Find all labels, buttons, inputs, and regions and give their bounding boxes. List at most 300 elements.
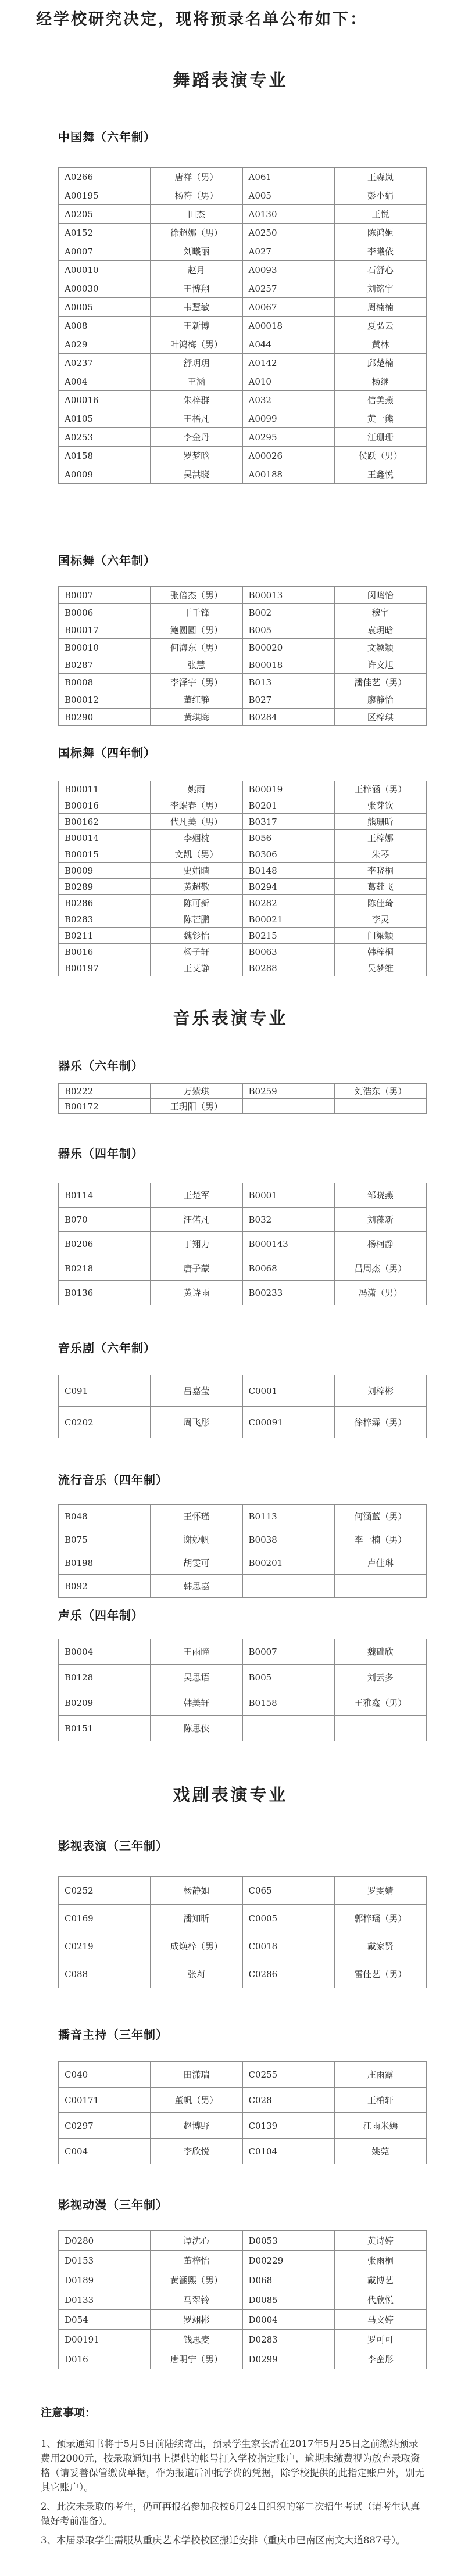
student-id-cell: C0018 <box>242 1932 334 1960</box>
group-title: 影视表演（三年制） <box>58 1839 168 1853</box>
table-row <box>59 279 427 298</box>
student-id-cell: B00021 <box>242 911 334 928</box>
student-name-cell: 黄诗婷 <box>334 2231 426 2251</box>
group-title: 国标舞（六年制） <box>58 554 156 567</box>
table-row <box>59 1639 427 1665</box>
student-id-cell: A00010 <box>59 261 151 279</box>
table-row <box>59 1877 427 1905</box>
student-id-cell: B075 <box>59 1528 151 1551</box>
student-name-cell: 韩思嘉 <box>151 1575 242 1598</box>
student-name-cell: 周楠楠 <box>334 298 426 317</box>
table-row <box>59 1183 427 1208</box>
student-id-cell: C004 <box>59 2139 151 2164</box>
student-name-cell: 李蜗春（男） <box>151 797 242 814</box>
program-group-musical-6yr <box>0 1339 461 1438</box>
student-name-cell: 吴思语 <box>151 1665 242 1690</box>
table-row <box>59 261 427 279</box>
student-id-cell: A008 <box>59 317 151 335</box>
roster-table <box>58 1083 427 1114</box>
student-id-cell: C0252 <box>59 1877 151 1905</box>
student-id-cell: D068 <box>242 2270 334 2290</box>
student-id-cell <box>242 1099 334 1114</box>
student-name-cell <box>334 1099 426 1114</box>
student-id-cell: C0255 <box>242 2062 334 2088</box>
table-row <box>59 944 427 960</box>
student-id-cell: B0215 <box>242 928 334 944</box>
student-name-cell: 王森岚 <box>334 168 426 186</box>
note-item: 1、预录通知书将于5月5日前陆续寄出，预录学生家长需在2017年5月25日之前缴纳预录费用2000元，按录取通知书上提供的帐号打入学校指定账户，逾期未缴费视为放弃录取资格（请妥善保管缴费单据，作为报道后冲抵学费的凭据，除学校提供的此指定账户外，别无其它账户）。 <box>41 2438 424 2493</box>
student-name-cell: 赵月 <box>151 261 242 279</box>
group-title: 器乐（四年制） <box>58 1147 144 1161</box>
student-name-cell: 汪偌凡 <box>151 1208 242 1232</box>
student-id-cell: D054 <box>59 2310 151 2330</box>
student-id-cell: A00018 <box>242 317 334 335</box>
student-id-cell: B0016 <box>59 944 151 960</box>
student-name-cell: 李欣悦 <box>151 2139 242 2164</box>
table-row <box>59 1208 427 1232</box>
student-name-cell: 钱思麦 <box>151 2330 242 2349</box>
student-name-cell: 王玥阳（男） <box>151 1099 242 1114</box>
table-row <box>59 674 427 691</box>
table-row <box>59 587 427 604</box>
table-row <box>59 205 427 224</box>
table-row <box>59 317 427 335</box>
student-id-cell: A0295 <box>242 428 334 447</box>
student-name-cell <box>334 1716 426 1741</box>
student-id-cell: B0222 <box>59 1084 151 1099</box>
student-id-cell: B00011 <box>59 781 151 797</box>
table-row <box>59 1256 427 1281</box>
table-row <box>59 781 427 797</box>
student-id-cell: B0113 <box>242 1505 334 1528</box>
notes-section <box>0 2404 461 2548</box>
table-row <box>59 1960 427 1988</box>
table-row <box>59 428 427 447</box>
student-name-cell: 王梓涵（男） <box>334 781 426 797</box>
student-id-cell: D0299 <box>242 2349 334 2369</box>
student-id-cell: C065 <box>242 1877 334 1905</box>
student-name-cell: 黄一熊 <box>334 409 426 428</box>
student-id-cell: B0148 <box>242 863 334 879</box>
student-name-cell: 黄诗雨 <box>151 1281 242 1305</box>
table-row <box>59 2251 427 2270</box>
student-id-cell: C0219 <box>59 1932 151 1960</box>
student-name-cell: 代欣悦 <box>334 2290 426 2310</box>
student-name-cell: 文凯（男） <box>151 846 242 863</box>
group-title: 音乐剧（六年制） <box>58 1341 156 1355</box>
student-id-cell: D0085 <box>242 2290 334 2310</box>
student-name-cell: 许文旭 <box>334 656 426 674</box>
note-item: 2、此次未录取的考生，仍可再报名参加我校6月24日组织的第二次招生考试（请考生认真做好考前准备）。 <box>41 2501 420 2527</box>
student-name-cell: 赵博野 <box>151 2113 242 2139</box>
student-id-cell: B0201 <box>242 797 334 814</box>
table-row <box>59 2330 427 2349</box>
student-name-cell: 刘梓彬 <box>334 1375 426 1407</box>
student-id-cell: A0257 <box>242 279 334 298</box>
student-id-cell: B00020 <box>242 639 334 656</box>
table-row <box>59 465 427 484</box>
student-id-cell: B0286 <box>59 895 151 911</box>
notes-list <box>41 2437 426 2548</box>
student-name-cell: 唐子蒙 <box>151 1256 242 1281</box>
student-id-cell: B0009 <box>59 863 151 879</box>
student-name-cell: 黄涵熙（男） <box>151 2270 242 2290</box>
table-row <box>59 1281 427 1305</box>
table-row <box>59 846 427 863</box>
student-name-cell: 吴梦维 <box>334 960 426 976</box>
student-id-cell: C040 <box>59 2062 151 2088</box>
student-id-cell: A0253 <box>59 428 151 447</box>
student-name-cell: 王梧凡 <box>151 409 242 428</box>
student-name-cell: 陈思侠 <box>151 1716 242 1741</box>
student-name-cell: 朱琴 <box>334 846 426 863</box>
student-id-cell: B0007 <box>242 1639 334 1665</box>
student-name-cell: 李金丹 <box>151 428 242 447</box>
student-name-cell: 谢妙帆 <box>151 1528 242 1551</box>
student-name-cell: 姚雨 <box>151 781 242 797</box>
table-row <box>59 1665 427 1690</box>
student-name-cell: 潘佳艺（男） <box>334 674 426 691</box>
student-id-cell: A0237 <box>59 354 151 372</box>
student-id-cell: B0288 <box>242 960 334 976</box>
table-row <box>59 1690 427 1716</box>
student-name-cell: 戴博艺 <box>334 2270 426 2290</box>
table-row <box>59 2349 427 2369</box>
student-name-cell: 李姻枕 <box>151 830 242 846</box>
table-row <box>59 335 427 354</box>
student-name-cell: 刘铭宇 <box>334 279 426 298</box>
student-id-cell: B0259 <box>242 1084 334 1099</box>
student-name-cell: 王艾静 <box>151 960 242 976</box>
table-row <box>59 1905 427 1932</box>
student-id-cell: B00017 <box>59 621 151 639</box>
student-id-cell: B056 <box>242 830 334 846</box>
student-name-cell: 罗翊彬 <box>151 2310 242 2330</box>
student-id-cell: B0038 <box>242 1528 334 1551</box>
program-group-vocal-4yr <box>0 1606 461 1741</box>
student-name-cell: 唐明宁（男） <box>151 2349 242 2369</box>
table-row <box>59 298 427 317</box>
student-id-cell: C0104 <box>242 2139 334 2164</box>
table-row <box>59 1575 427 1598</box>
table-row <box>59 242 427 261</box>
student-id-cell: A061 <box>242 168 334 186</box>
student-name-cell: 李蛮彤 <box>334 2349 426 2369</box>
student-id-cell: B0289 <box>59 879 151 895</box>
student-name-cell: 何涵蓝（男） <box>334 1505 426 1528</box>
table-row <box>59 1528 427 1551</box>
student-id-cell: A0158 <box>59 447 151 465</box>
student-name-cell: 袁玥晗 <box>334 621 426 639</box>
major-title: 舞蹈表演专业 <box>173 70 288 90</box>
student-name-cell: 王楚军 <box>151 1183 242 1208</box>
student-name-cell: 叶鸿梅（男） <box>151 335 242 354</box>
program-group-ballroom-6yr <box>0 551 461 726</box>
student-id-cell: B0290 <box>59 709 151 726</box>
student-name-cell: 葛荭飞 <box>334 879 426 895</box>
table-row <box>59 928 427 944</box>
table-row <box>59 372 427 391</box>
table-row <box>59 1232 427 1256</box>
student-id-cell: C091 <box>59 1375 151 1407</box>
table-row <box>59 911 427 928</box>
student-id-cell: B0218 <box>59 1256 151 1281</box>
student-name-cell: 石舒心 <box>334 261 426 279</box>
student-id-cell: B005 <box>242 621 334 639</box>
table-row <box>59 2139 427 2164</box>
student-name-cell: 李泽宇（男） <box>151 674 242 691</box>
student-name-cell: 张倍杰（男） <box>151 587 242 604</box>
student-name-cell: 文颖颖 <box>334 639 426 656</box>
student-name-cell: 王涵 <box>151 372 242 391</box>
program-group-film-acting-3yr <box>0 1837 461 1988</box>
student-name-cell: 马文婷 <box>334 2310 426 2330</box>
student-name-cell: 陈佳琦 <box>334 895 426 911</box>
student-name-cell: 杨符（男） <box>151 186 242 205</box>
student-id-cell: D0153 <box>59 2251 151 2270</box>
group-title: 中国舞（六年制） <box>58 130 156 144</box>
program-group-chinese-dance-6yr <box>0 128 461 484</box>
student-name-cell: 庄雨露 <box>334 2062 426 2088</box>
student-id-cell: B0136 <box>59 1281 151 1305</box>
table-row <box>59 1375 427 1407</box>
student-name-cell: 姚莞 <box>334 2139 426 2164</box>
student-name-cell: 何海东（男） <box>151 639 242 656</box>
major-section-music <box>0 1005 461 1741</box>
student-name-cell: 卢佳琳 <box>334 1551 426 1575</box>
student-name-cell: 彭小娟 <box>334 186 426 205</box>
student-name-cell: 魏钐怡 <box>151 928 242 944</box>
student-id-cell: C028 <box>242 2088 334 2113</box>
student-name-cell: 李曦依 <box>334 242 426 261</box>
student-name-cell: 侯跃（男） <box>334 447 426 465</box>
group-title: 流行音乐（四年制） <box>58 1473 168 1487</box>
student-name-cell: 史娟睛 <box>151 863 242 879</box>
student-id-cell: B00019 <box>242 781 334 797</box>
student-id-cell: B002 <box>242 604 334 621</box>
student-id-cell: B0294 <box>242 879 334 895</box>
student-name-cell: 田潇瑞 <box>151 2062 242 2088</box>
student-id-cell: C00171 <box>59 2088 151 2113</box>
student-name-cell: 于千锋 <box>151 604 242 621</box>
table-row <box>59 797 427 814</box>
table-row <box>59 639 427 656</box>
student-name-cell: 廖静怡 <box>334 691 426 709</box>
student-id-cell: B048 <box>59 1505 151 1528</box>
student-id-cell: D0004 <box>242 2310 334 2330</box>
student-name-cell: 黄超敬 <box>151 879 242 895</box>
student-id-cell: B013 <box>242 674 334 691</box>
student-id-cell: C00091 <box>242 1407 334 1438</box>
student-id-cell: B0317 <box>242 814 334 830</box>
table-row <box>59 2062 427 2088</box>
student-id-cell: B0306 <box>242 846 334 863</box>
student-name-cell: 信美燕 <box>334 391 426 409</box>
student-name-cell: 李一楠（男） <box>334 1528 426 1551</box>
roster-table <box>58 2230 427 2369</box>
student-id-cell: B0158 <box>242 1690 334 1716</box>
student-id-cell: B0006 <box>59 604 151 621</box>
student-id-cell: A0205 <box>59 205 151 224</box>
student-name-cell: 张芽钦 <box>334 797 426 814</box>
table-row <box>59 691 427 709</box>
table-row <box>59 1932 427 1960</box>
student-id-cell: B027 <box>242 691 334 709</box>
major-title: 戏剧表演专业 <box>173 1785 288 1805</box>
student-name-cell: 区梓琪 <box>334 709 426 726</box>
student-id-cell: B00201 <box>242 1551 334 1575</box>
student-name-cell: 罗可可 <box>334 2330 426 2349</box>
student-id-cell: A044 <box>242 335 334 354</box>
student-name-cell: 魏础欣 <box>334 1639 426 1665</box>
student-name-cell: 雷佳艺（男） <box>334 1960 426 1988</box>
student-id-cell: B0008 <box>59 674 151 691</box>
group-title: 国标舞（四年制） <box>58 746 156 760</box>
student-id-cell: B00013 <box>242 587 334 604</box>
student-name-cell: 陈可新 <box>151 895 242 911</box>
student-name-cell: 张莉 <box>151 1960 242 1988</box>
roster-table <box>58 1876 427 1988</box>
student-name-cell: 徐梓霖（男） <box>334 1407 426 1438</box>
student-name-cell: 潘知昕 <box>151 1905 242 1932</box>
table-row <box>59 2231 427 2251</box>
student-id-cell: B0114 <box>59 1183 151 1208</box>
student-name-cell: 王博翔 <box>151 279 242 298</box>
student-id-cell: A004 <box>59 372 151 391</box>
table-row <box>59 604 427 621</box>
student-id-cell: A00188 <box>242 465 334 484</box>
group-title: 声乐（四年制） <box>58 1608 144 1622</box>
table-row <box>59 2113 427 2139</box>
notes-title: 注意事项： <box>41 2406 97 2419</box>
student-name-cell: 李灵 <box>334 911 426 928</box>
table-row <box>59 830 427 846</box>
student-name-cell: 王鑫悦 <box>334 465 426 484</box>
student-name-cell: 黄琪晦 <box>151 709 242 726</box>
table-row <box>59 409 427 428</box>
student-name-cell: 周飞彤 <box>151 1407 242 1438</box>
student-name-cell: 代凡美（男） <box>151 814 242 830</box>
student-name-cell: 江珊珊 <box>334 428 426 447</box>
student-id-cell: D016 <box>59 2349 151 2369</box>
table-row <box>59 354 427 372</box>
student-name-cell: 吕嘉莹 <box>151 1375 242 1407</box>
student-id-cell <box>242 1716 334 1741</box>
student-name-cell: 罗雯婧 <box>334 1877 426 1905</box>
student-name-cell: 董红静 <box>151 691 242 709</box>
student-id-cell: B000143 <box>242 1232 334 1256</box>
student-name-cell: 刘云多 <box>334 1665 426 1690</box>
student-name-cell: 韩梓桐 <box>334 944 426 960</box>
student-id-cell: A0152 <box>59 224 151 242</box>
table-row <box>59 1407 427 1438</box>
student-name-cell: 董梓怡 <box>151 2251 242 2270</box>
student-id-cell: D0280 <box>59 2231 151 2251</box>
program-group-instrumental-4yr <box>0 1144 461 1305</box>
student-id-cell: C088 <box>59 1960 151 1988</box>
program-group-pop-music-4yr <box>0 1471 461 1598</box>
table-row <box>59 391 427 409</box>
student-id-cell: B00010 <box>59 639 151 656</box>
student-id-cell: A00195 <box>59 186 151 205</box>
program-group-ballroom-4yr <box>0 743 461 976</box>
student-id-cell: B0068 <box>242 1256 334 1281</box>
student-id-cell: B00016 <box>59 797 151 814</box>
student-id-cell: B0198 <box>59 1551 151 1575</box>
table-row <box>59 1099 427 1114</box>
table-row <box>59 224 427 242</box>
student-id-cell: A032 <box>242 391 334 409</box>
student-id-cell: B0001 <box>242 1183 334 1208</box>
table-row <box>59 656 427 674</box>
student-id-cell: A0099 <box>242 409 334 428</box>
student-id-cell: D00229 <box>242 2251 334 2270</box>
student-id-cell: D0133 <box>59 2290 151 2310</box>
student-name-cell: 吕周杰（男） <box>334 1256 426 1281</box>
table-row <box>59 2290 427 2310</box>
student-name-cell: 成焕梓（男） <box>151 1932 242 1960</box>
student-id-cell: B0004 <box>59 1639 151 1665</box>
student-id-cell: C0005 <box>242 1905 334 1932</box>
major-section-dance <box>0 67 461 976</box>
program-group-broadcasting-3yr <box>0 2025 461 2164</box>
roster-table <box>58 1183 427 1305</box>
student-name-cell: 胡雯可 <box>151 1551 242 1575</box>
student-name-cell: 熊珊昕 <box>334 814 426 830</box>
student-id-cell: B070 <box>59 1208 151 1232</box>
table-row <box>59 1505 427 1528</box>
student-id-cell: A0266 <box>59 168 151 186</box>
student-id-cell: D0053 <box>242 2231 334 2251</box>
group-title: 器乐（六年制） <box>58 1059 144 1073</box>
program-group-animation-3yr <box>0 2196 461 2369</box>
student-name-cell: 吴洪晓 <box>151 465 242 484</box>
table-row <box>59 2270 427 2290</box>
student-name-cell: 王柏轩 <box>334 2088 426 2113</box>
major-section-drama <box>0 1782 461 2369</box>
student-id-cell: C0139 <box>242 2113 334 2139</box>
student-id-cell: A00026 <box>242 447 334 465</box>
student-id-cell: B0282 <box>242 895 334 911</box>
student-name-cell: 陈芒鹏 <box>151 911 242 928</box>
roster-table <box>58 167 427 484</box>
student-name-cell: 冯潇（男） <box>334 1281 426 1305</box>
student-name-cell: 王怀瑾 <box>151 1505 242 1528</box>
table-row <box>59 814 427 830</box>
student-id-cell: B00172 <box>59 1099 151 1114</box>
student-name-cell: 王雨瞳 <box>151 1639 242 1665</box>
student-name-cell: 张慧 <box>151 656 242 674</box>
group-title: 影视动漫（三年制） <box>58 2198 168 2212</box>
student-id-cell: B005 <box>242 1665 334 1690</box>
student-id-cell: A0105 <box>59 409 151 428</box>
student-name-cell: 王悦 <box>334 205 426 224</box>
major-title: 音乐表演专业 <box>173 1008 288 1028</box>
table-row <box>59 186 427 205</box>
student-name-cell: 鲍圆圆（男） <box>151 621 242 639</box>
student-id-cell: B0063 <box>242 944 334 960</box>
student-name-cell: 张雨桐 <box>334 2251 426 2270</box>
student-name-cell: 刘浩东（男） <box>334 1084 426 1099</box>
student-name-cell: 杨柯静 <box>334 1232 426 1256</box>
student-id-cell: B00014 <box>59 830 151 846</box>
student-name-cell: 刘藻新 <box>334 1208 426 1232</box>
student-id-cell: B0287 <box>59 656 151 674</box>
student-name-cell: 杨静如 <box>151 1877 242 1905</box>
student-id-cell: A0005 <box>59 298 151 317</box>
student-id-cell: B0206 <box>59 1232 151 1256</box>
table-row <box>59 1551 427 1575</box>
